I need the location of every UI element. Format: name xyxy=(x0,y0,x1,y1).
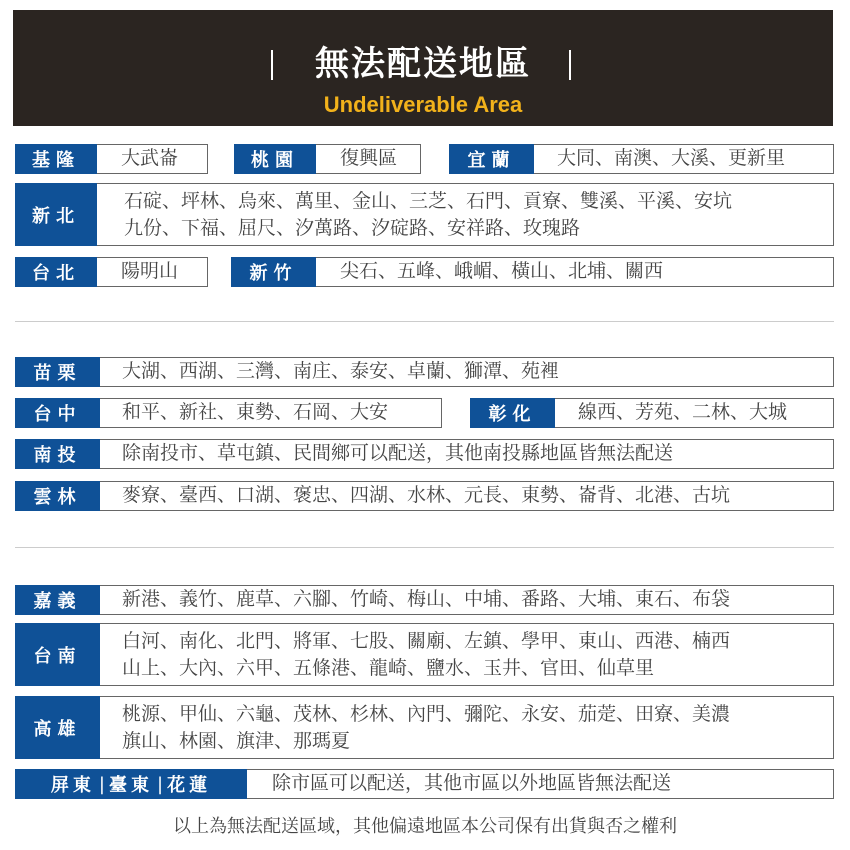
region-label-changhua: 彰化 xyxy=(470,398,555,428)
region-label-hualien: 花蓮 xyxy=(167,775,212,796)
page-subtitle: Undeliverable Area xyxy=(323,92,523,117)
header-banner xyxy=(13,10,833,126)
region-value-taichung: 和平、新社、東勢、石岡、大安 xyxy=(122,401,389,423)
region-value-taoyuan: 復興區 xyxy=(340,147,398,169)
region-label-tainan: 台南 xyxy=(15,623,100,686)
region-label-taitung: 臺東 xyxy=(109,775,153,796)
region-value-tainan-line2: 山上、大內、六甲、五條港、龍崎、鹽水、玉井、官田、仙草里 xyxy=(122,657,655,679)
region-label-chiayi: 嘉義 xyxy=(15,585,100,615)
region-value-taipei: 陽明山 xyxy=(121,260,179,282)
section-divider xyxy=(15,321,834,322)
region-value-changhua: 線西、芳苑、二林、大城 xyxy=(578,401,788,423)
region-label-miaoli: 苗栗 xyxy=(15,357,100,387)
region-value-chiayi: 新港、義竹、鹿草、六腳、竹崎、梅山、中埔、番路、大埔、東石、布袋 xyxy=(122,588,731,610)
region-value-tainan-line1: 白河、南化、北門、將軍、七股、關廟、左鎮、學甲、東山、西港、楠西 xyxy=(122,630,731,652)
title-right-bar xyxy=(569,50,571,80)
region-label-keelung: 基隆 xyxy=(15,144,97,174)
region-value-newtaipei-line2: 九份、下福、屈尺、汐萬路、汐碇路、安祥路、玫瑰路 xyxy=(124,217,581,239)
section-divider xyxy=(15,547,834,548)
region-value-kaohsiung-line1: 桃源、甲仙、六龜、茂林、杉林、內門、彌陀、永安、茄萣、田寮、美濃 xyxy=(122,703,731,725)
region-label-yilan: 宜蘭 xyxy=(449,144,534,174)
region-label-hsinchu: 新竹 xyxy=(231,257,316,287)
region-label-nantou: 南投 xyxy=(15,439,100,469)
region-label-pingtung: 屏東 xyxy=(50,775,95,796)
page-title: 無法配送地區 xyxy=(315,44,531,84)
label-separator: | xyxy=(157,773,164,795)
region-value-newtaipei-line1: 石碇、坪林、烏來、萬里、金山、三芝、石門、貢寮、雙溪、平溪、安坑 xyxy=(124,190,733,212)
region-value-east: 除市區可以配送，其他市區以外地區皆無法配送 xyxy=(272,772,672,794)
region-value-hsinchu: 尖石、五峰、峨嵋、橫山、北埔、關西 xyxy=(340,260,664,282)
region-label-kaohsiung: 高雄 xyxy=(15,696,100,759)
region-value-kaohsiung-line2: 旗山、林園、旗津、那瑪夏 xyxy=(122,730,351,752)
region-label-yunlin: 雲林 xyxy=(15,481,100,511)
footer-note: 以上為無法配送區域，其他偏遠地區本公司保有出貨與否之權利 xyxy=(173,816,677,837)
label-separator: | xyxy=(98,773,105,795)
region-value-yunlin: 麥寮、臺西、口湖、褒忠、四湖、水林、元長、東勢、崙背、北港、古坑 xyxy=(122,484,731,506)
region-value-nantou: 除南投市、草屯鎮、民間鄉可以配送，其他南投縣地區皆無法配送 xyxy=(122,442,674,464)
region-label-newtaipei: 新北 xyxy=(15,183,97,246)
region-label-east xyxy=(15,769,247,799)
region-value-keelung: 大武崙 xyxy=(121,147,179,169)
region-label-taichung: 台中 xyxy=(15,398,100,428)
region-value-yilan: 大同、南澳、大溪、更新里 xyxy=(557,147,786,169)
region-label-taoyuan: 桃園 xyxy=(234,144,316,174)
region-label-taipei: 台北 xyxy=(15,257,97,287)
region-value-miaoli: 大湖、西湖、三灣、南庄、泰安、卓蘭、獅潭、苑裡 xyxy=(122,360,560,382)
